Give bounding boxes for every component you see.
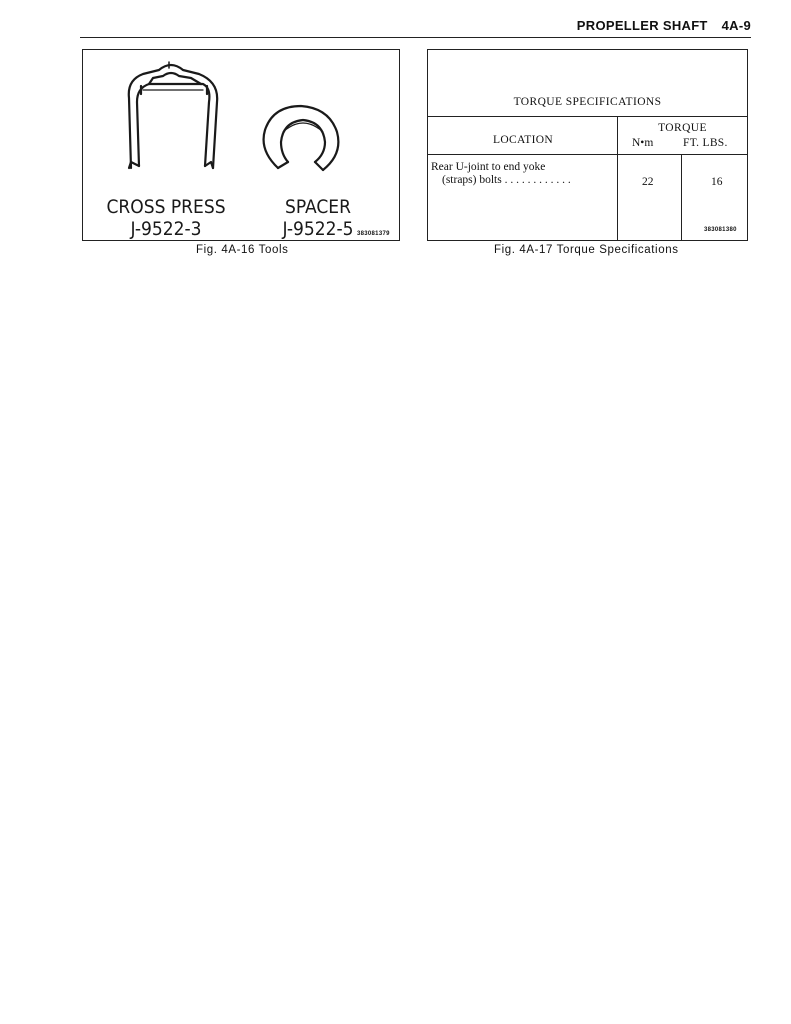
column-header-torque: TORQUE — [658, 122, 707, 134]
tool-name: CROSS PRESS — [106, 196, 226, 218]
figure-caption-torque: Fig. 4A-17 Torque Specifications — [494, 244, 679, 256]
figure-caption-tools: Fig. 4A-16 Tools — [196, 244, 289, 256]
tool-name: SPACER — [285, 196, 351, 218]
header-rule — [80, 37, 751, 38]
location-line-1: Rear U-joint to end yoke — [431, 161, 546, 173]
spacer-drawing — [264, 106, 339, 170]
location-line-2: (straps) bolts . . . . . . . . . . . . — [442, 174, 571, 186]
figure-code: 383081379 — [357, 231, 390, 237]
tool-number: J-9522-5 — [282, 218, 354, 240]
tool-number: J-9522-3 — [130, 218, 202, 240]
column-header-nm: N•m — [632, 137, 654, 149]
figure-torque-table — [427, 49, 748, 241]
column-header-ftlbs: FT. LBS. — [683, 137, 728, 149]
cross-press-drawing — [129, 62, 217, 168]
table-rule — [428, 116, 747, 117]
table-cell-nm: 22 — [642, 176, 654, 188]
table-title: TORQUE SPECIFICATIONS — [513, 96, 662, 108]
figure-tools — [82, 49, 400, 241]
column-header-location: LOCATION — [493, 134, 553, 146]
tool-cross-press-label — [101, 196, 231, 240]
figure-code: 383081380 — [704, 227, 737, 233]
table-col-divider — [681, 154, 682, 240]
table-cell-location — [431, 161, 571, 187]
table-header-rule — [428, 154, 747, 155]
page-header — [577, 18, 751, 33]
section-title: PROPELLER SHAFT — [576, 18, 708, 33]
page-number: 4A-9 — [721, 18, 751, 33]
table-cell-ftlbs: 16 — [711, 176, 723, 188]
